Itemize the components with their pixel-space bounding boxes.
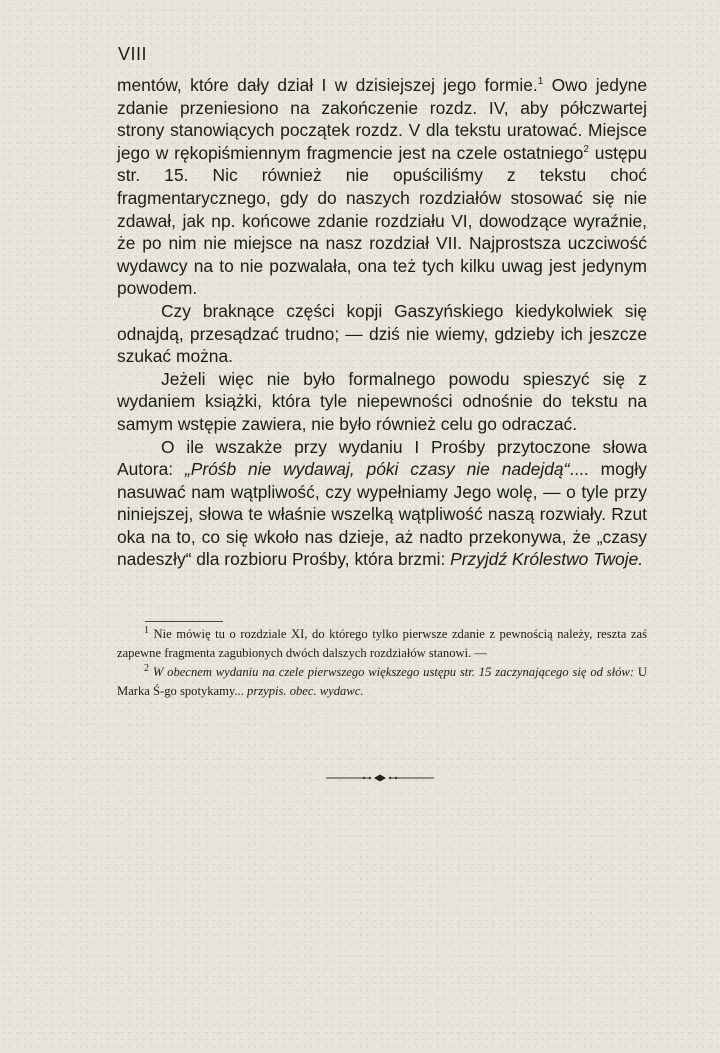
quotation: Przyjdź Królestwo Twoje. (450, 549, 644, 570)
text-run: mentów, które dały dział I w dzisiejszej jego formie. (117, 75, 538, 95)
footnote-text: U Marka Ś-go spotykamy... (117, 665, 647, 698)
footnote-text: Nie mówię tu o rozdziale XI, do którego tylko pierwsze zdanie z pewnością należy, reszta zaś zapewne fragmenta zagubionych dwóch dalszych rozdziałów stanowi. — (117, 627, 647, 660)
text-run: .... mogły nasuwać nam wątpliwość, czy wypełniamy Jego wolę, — o tyle przy niniejszej, słowa te właśnie wszelką wątpliwość naszą rozwiały. Rzut oka na to, co się wkoło nas dzieje, aż nadto przekonywa, że „czasy nadeszły“ dla rozbioru Prośby, która brzmi: (117, 459, 647, 570)
paragraph (117, 436, 647, 572)
footnote-number: 1 (144, 624, 149, 636)
text-run: Jeżeli więc nie było formalnego powodu spieszyć się z wydaniem książki, która tyle niepewności odnośnie do tekstu na samym wstępie zawiera, nie było również celu go odraczać. (117, 368, 647, 434)
footnote-text: W obecnem wydaniu na czele pierwszego większego ustępu str. 15 zaczynającego się od słów: (149, 665, 635, 679)
footnote-separator (145, 621, 223, 622)
footnote-text: przypis. obec. wydawc. (247, 684, 364, 698)
end-ornament (326, 773, 434, 783)
footnote-ref: 2 (583, 143, 589, 155)
main-text (117, 74, 647, 571)
footnote (117, 663, 647, 701)
footnotes (117, 625, 647, 701)
footnote-number: 2 (144, 662, 149, 674)
paragraph (117, 368, 647, 436)
text-run: ustępu str. 15. Nic również nie opuściliśmy z tekstu choć fragmentarycznego, gdy do naszych rozdziałów stosować się nie zdawał, jak np. końcowe zdanie rozdziału VI, dowodzące wyraźnie, że po nim nie miejsce na nasz rozdział VII. Najprostsza uczciwość wydawcy na to nie pozwalała, ona też tych kilku uwag jest jedynym powodem. (117, 142, 647, 299)
page-number: VIII (118, 44, 148, 64)
paragraph (117, 300, 647, 368)
text-run: Czy braknące części kopji Gaszyńskiego kiedykolwiek się odnajdą, przesądzać trudno; — dziś nie wiemy, gdzieby ich jeszcze szukać można. (117, 300, 647, 367)
footnote-ref: 1 (537, 76, 544, 88)
quotation: „Próśb nie wydawaj, póki czasy nie nadejdą“ (184, 459, 570, 480)
paragraph (117, 74, 647, 300)
text-run: Owo jedyne zdanie przeniesiono na zakończenie rozdz. IV, aby półczwartej strony stanowiących początek rozdz. V dla tekstu uratować. Miejsce jego w rękopiśmiennym fragmencie jest na czele ostatniego (117, 75, 648, 163)
text-run: O ile wszakże przy wydaniu I Prośby przytoczone słowa Autora: (117, 436, 647, 480)
footnote (117, 625, 647, 663)
